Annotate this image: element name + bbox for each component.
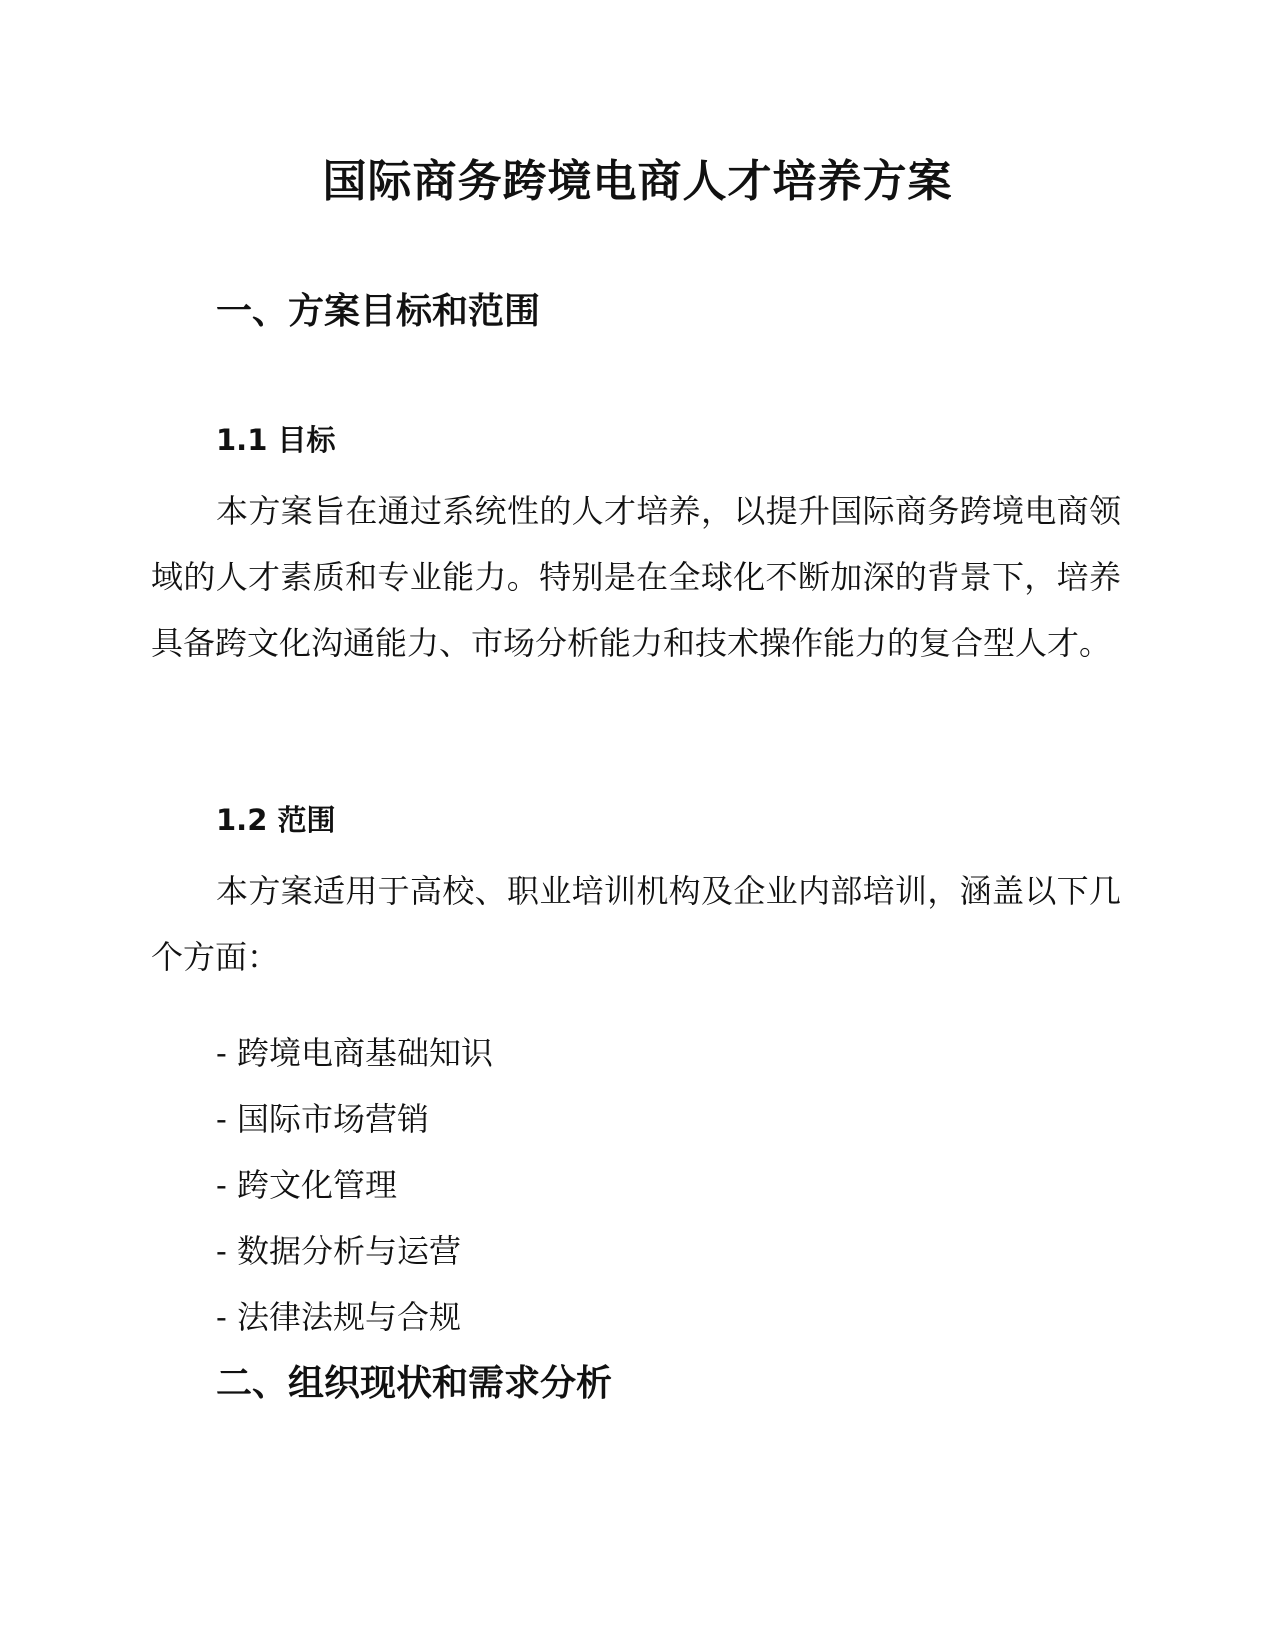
list-item: - 跨境电商基础知识 [216, 1034, 493, 1072]
section-heading-1: 一、方案目标和范围 [216, 291, 541, 332]
goal-paragraph: 本方案旨在通过系统性的人才培养，以提升国际商务跨境电商领域的人才素质和专业能力。特别是在全球化不断加深的背景下，培养具备跨文化沟通能力、市场分析能力和技术操作能力的复合型人才。 [151, 492, 1121, 662]
subsection-heading-1-1: 1.1 目标 [216, 423, 336, 457]
list-item: - 数据分析与运营 [216, 1232, 461, 1270]
list-item: - 法律法规与合规 [216, 1298, 461, 1336]
subsection-heading-1-2: 1.2 范围 [216, 803, 336, 837]
document-title: 国际商务跨境电商人才培养方案 [322, 156, 953, 207]
scope-list [216, 1020, 493, 1350]
list-item: - 跨文化管理 [216, 1166, 397, 1204]
section-heading-2: 二、组织现状和需求分析 [216, 1363, 613, 1404]
list-item: - 国际市场营销 [216, 1100, 429, 1138]
scope-paragraph: 本方案适用于高校、职业培训机构及企业内部培训，涵盖以下几个方面： [151, 872, 1121, 976]
